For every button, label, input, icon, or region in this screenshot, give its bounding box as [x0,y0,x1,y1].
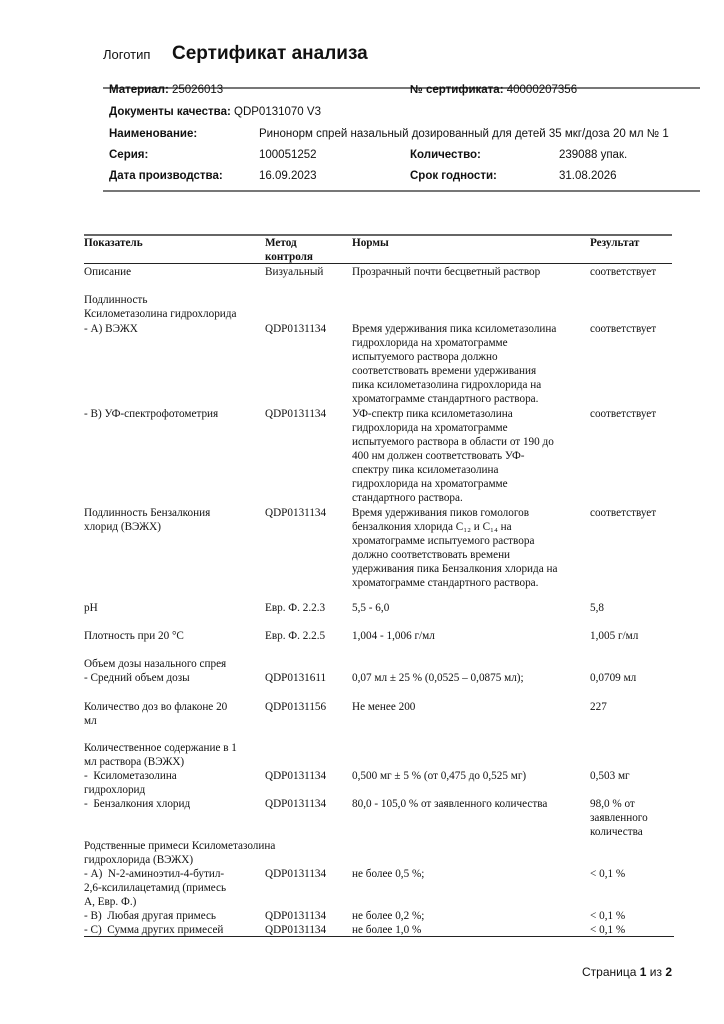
table-bottom-border [84,936,674,937]
series-value: 100051252 [259,149,317,161]
norm-cell: УФ-спектр пика ксилометазолина гидрохлорида на хроматограмме испытуемого раствора в области от 190 до 400 нм должен соответствовать УФ- спектру пика ксилометазолина гидрохлорида на хроматограмме стандартного раствора. [352,408,554,504]
name-label: Наименование: [109,128,198,140]
result-cell: 0,0709 мл [590,672,637,684]
method-cell: Евр. Ф. 2.2.3 [265,602,326,614]
norm-cell: 80,0 - 105,0 % от заявленного количества [352,798,548,810]
page-number [582,965,672,979]
result-cell: соответствует [590,507,657,519]
current-page: 1 [639,965,647,979]
header-parameter: Показатель [84,237,143,249]
divider [103,190,700,192]
norm-cell: 0,07 мл ± 25 % (0,0525 – 0,0875 мл); [352,672,524,684]
result-cell: соответствует [590,266,657,278]
parameter-cell: - В) УФ-спектрофотометрия [84,408,219,420]
norm-cell: не более 0,5 %; [352,868,425,880]
norm-cell: Прозрачный почти бесцветный раствор [352,266,541,278]
parameter-cell: - А) N-2-аминоэтил-4-бутил- 2,6-ксилилацетамид (примесь А, Евр. Ф.) [84,868,227,908]
result-cell: 1,005 г/мл [590,630,639,642]
label: Страница [581,965,637,979]
norm-cell: 0,500 мг ± 5 % (от 0,475 до 0,525 мг) [352,770,527,782]
quantity-value: 239088 упак. [559,149,628,161]
method-cell: Евр. Ф. 2.2.5 [265,630,326,642]
certificate-number-field [410,84,577,96]
norm-cell: 1,004 - 1,006 г/мл [352,630,435,642]
result-cell: соответствует [590,323,657,335]
method-cell: QDP0131134 [265,323,327,335]
page-title: Сертификат анализа [172,43,368,64]
norm-cell: не более 0,2 %; [352,910,425,922]
norm-cell: 5,5 - 6,0 [352,602,390,614]
header-method: Метод контроля [265,237,313,263]
result-cell: соответствует [590,408,657,420]
quantity-label: Количество: [410,149,481,161]
label: Материал: [109,84,169,96]
result-cell: 227 [590,701,607,713]
norm-cell: Не менее 200 [352,701,416,713]
method-cell: QDP0131156 [265,701,327,713]
norm-cell: не более 1,0 % [352,924,422,936]
material-field [109,84,223,96]
name-value: Ринонорм спрей назальный дозированный для детей 35 мкг/доза 20 мл № 1 [259,128,669,140]
norm-cell: Время удерживания пика ксилометазолина гидрохлорида на хроматограмме испытуемого раствора должно соответствовать времени удерживания пика ксилометазолина гидрохлорида на хроматограмме стандартного раствора. [352,323,557,405]
parameter-cell: Количественное содержание в 1 мл раствора (ВЭЖХ) [84,742,237,768]
result-cell: < 0,1 % [590,910,626,922]
parameter-cell: Описание [84,266,132,278]
method-cell: QDP0131134 [265,408,327,420]
parameter-cell: pH [84,602,98,614]
parameter-cell: - А) ВЭЖХ [84,323,138,335]
norm-cell: Время удерживания пиков гомологов бензалкония хлорида C₁₂ и C₁₄ на хроматограмме испытуемого раствора должно соответствовать времени удерживания пика Бензалкония хлорида на хроматограмме стандартного раствора. [352,507,558,589]
parameter-cell: - Средний объем дозы [84,672,190,684]
method-cell: QDP0131611 [265,672,327,684]
value: QDP0131070 V3 [234,106,321,118]
parameter-cell: Количество доз во флаконе 20 мл [84,701,228,727]
parameter-cell: Подлинность Ксилометазолина гидрохлорида [84,294,237,320]
result-cell: 5,8 [590,602,604,614]
method-cell: QDP0131134 [265,798,327,810]
parameter-cell: Родственные примеси Ксилометазолина гидрохлорида (ВЭЖХ) [84,840,276,866]
series-label: Серия: [109,149,149,161]
label: Документы качества: [109,106,231,118]
quality-docs-field [109,106,321,118]
production-date-value: 16.09.2023 [259,170,317,182]
total-pages: 2 [665,965,672,979]
method-cell: QDP0131134 [265,910,327,922]
parameter-cell: Объем дозы назального спрея [84,658,227,670]
parameter-cell: - В) Любая другая примесь [84,910,217,922]
parameter-cell: Плотность при 20 °C [84,630,184,642]
result-cell: < 0,1 % [590,924,626,936]
parameter-cell: Подлинность Бензалкония хлорид (ВЭЖХ) [84,507,211,533]
expiry-date-value: 31.08.2026 [559,170,617,182]
method-cell: QDP0131134 [265,770,327,782]
method-cell: QDP0131134 [265,507,327,519]
method-cell: QDP0131134 [265,924,327,936]
parameter-cell: - Бензалкония хлорид [84,798,191,810]
table-header-border [84,263,672,264]
method-cell: QDP0131134 [265,868,327,880]
result-cell: 98,0 % от заявленного количества [590,798,648,838]
result-cell: 0,503 мг [590,770,630,782]
header-result: Результат [590,237,640,249]
parameter-cell: - Ксилометазолина гидрохлорид [84,770,177,796]
value: 25026013 [171,84,224,96]
production-date-label: Дата производства: [109,170,223,182]
value: 40000207356 [506,84,578,96]
header-norms: Нормы [352,237,389,249]
result-cell: < 0,1 % [590,868,626,880]
label: № сертификата: [410,84,504,96]
method-cell: Визуальный [265,266,324,278]
expiry-date-label: Срок годности: [410,170,497,182]
parameter-cell: - С) Сумма других примесей [84,924,224,936]
logo-placeholder: Логотип [103,47,151,62]
label: из [649,965,662,979]
